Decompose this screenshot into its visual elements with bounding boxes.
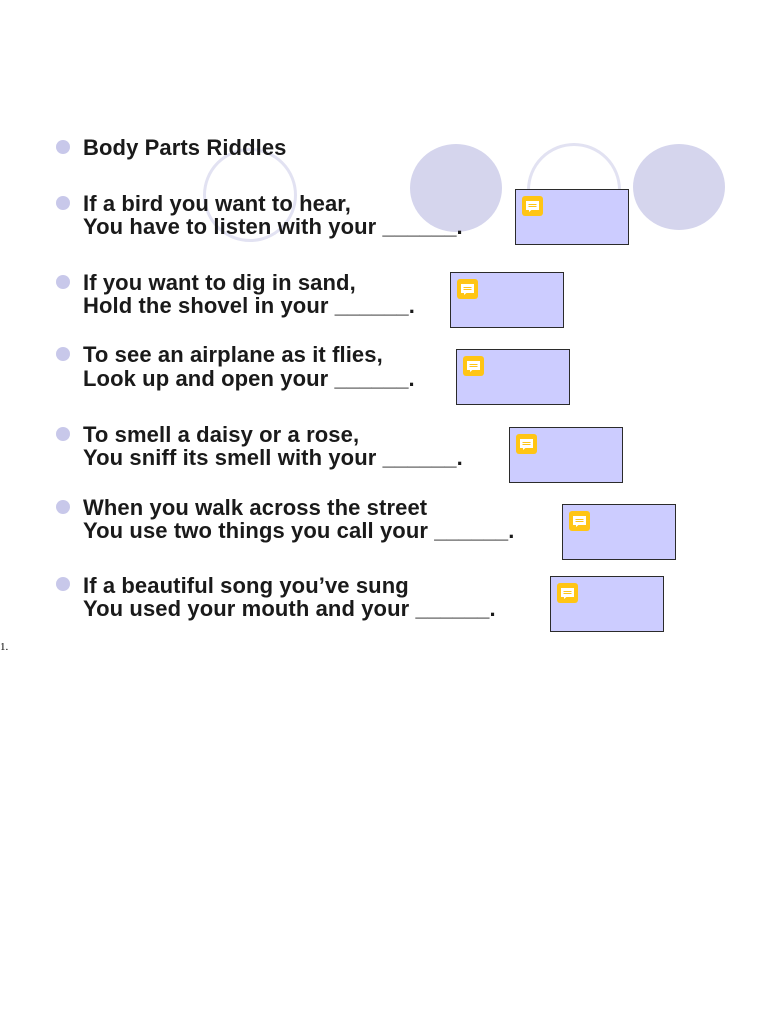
- comment-icon[interactable]: [569, 511, 590, 531]
- riddle-6-line-2: You used your mouth and your ______.: [83, 596, 496, 621]
- comment-icon[interactable]: [522, 196, 543, 216]
- riddle-4-line-2: You sniff its smell with your ______.: [83, 445, 463, 470]
- comment-icon[interactable]: [457, 279, 478, 299]
- riddle-bullet: [56, 500, 70, 514]
- riddle-3-line-2: Look up and open your ______.: [83, 366, 415, 391]
- answer-box-3[interactable]: [456, 349, 570, 405]
- riddle-bullet: [56, 427, 70, 441]
- riddle-5-line-2: You use two things you call your ______.: [83, 518, 515, 543]
- riddle-2-line-1: If you want to dig in sand,: [83, 270, 356, 295]
- riddle-1-line-1: If a bird you want to hear,: [83, 191, 351, 216]
- decor-filled-circle: [633, 144, 725, 230]
- answer-box-2[interactable]: [450, 272, 564, 328]
- riddle-1-line-2: You have to listen with your ______.: [83, 214, 463, 239]
- page-title: Body Parts Riddles: [83, 135, 287, 160]
- riddle-bullet: [56, 347, 70, 361]
- page-number: 1.: [0, 641, 9, 653]
- answer-box-6[interactable]: [550, 576, 664, 632]
- riddle-2-line-2: Hold the shovel in your ______.: [83, 293, 415, 318]
- title-bullet: [56, 140, 70, 154]
- comment-icon[interactable]: [516, 434, 537, 454]
- riddle-bullet: [56, 577, 70, 591]
- riddle-bullet: [56, 196, 70, 210]
- riddle-3-line-1: To see an airplane as it flies,: [83, 342, 383, 367]
- riddle-5-line-1: When you walk across the street: [83, 495, 428, 520]
- comment-icon[interactable]: [463, 356, 484, 376]
- riddle-4-line-1: To smell a daisy or a rose,: [83, 422, 360, 447]
- answer-box-4[interactable]: [509, 427, 623, 483]
- riddle-bullet: [56, 275, 70, 289]
- answer-box-5[interactable]: [562, 504, 676, 560]
- answer-box-1[interactable]: [515, 189, 629, 245]
- comment-icon[interactable]: [557, 583, 578, 603]
- riddle-6-line-1: If a beautiful song you’ve sung: [83, 573, 409, 598]
